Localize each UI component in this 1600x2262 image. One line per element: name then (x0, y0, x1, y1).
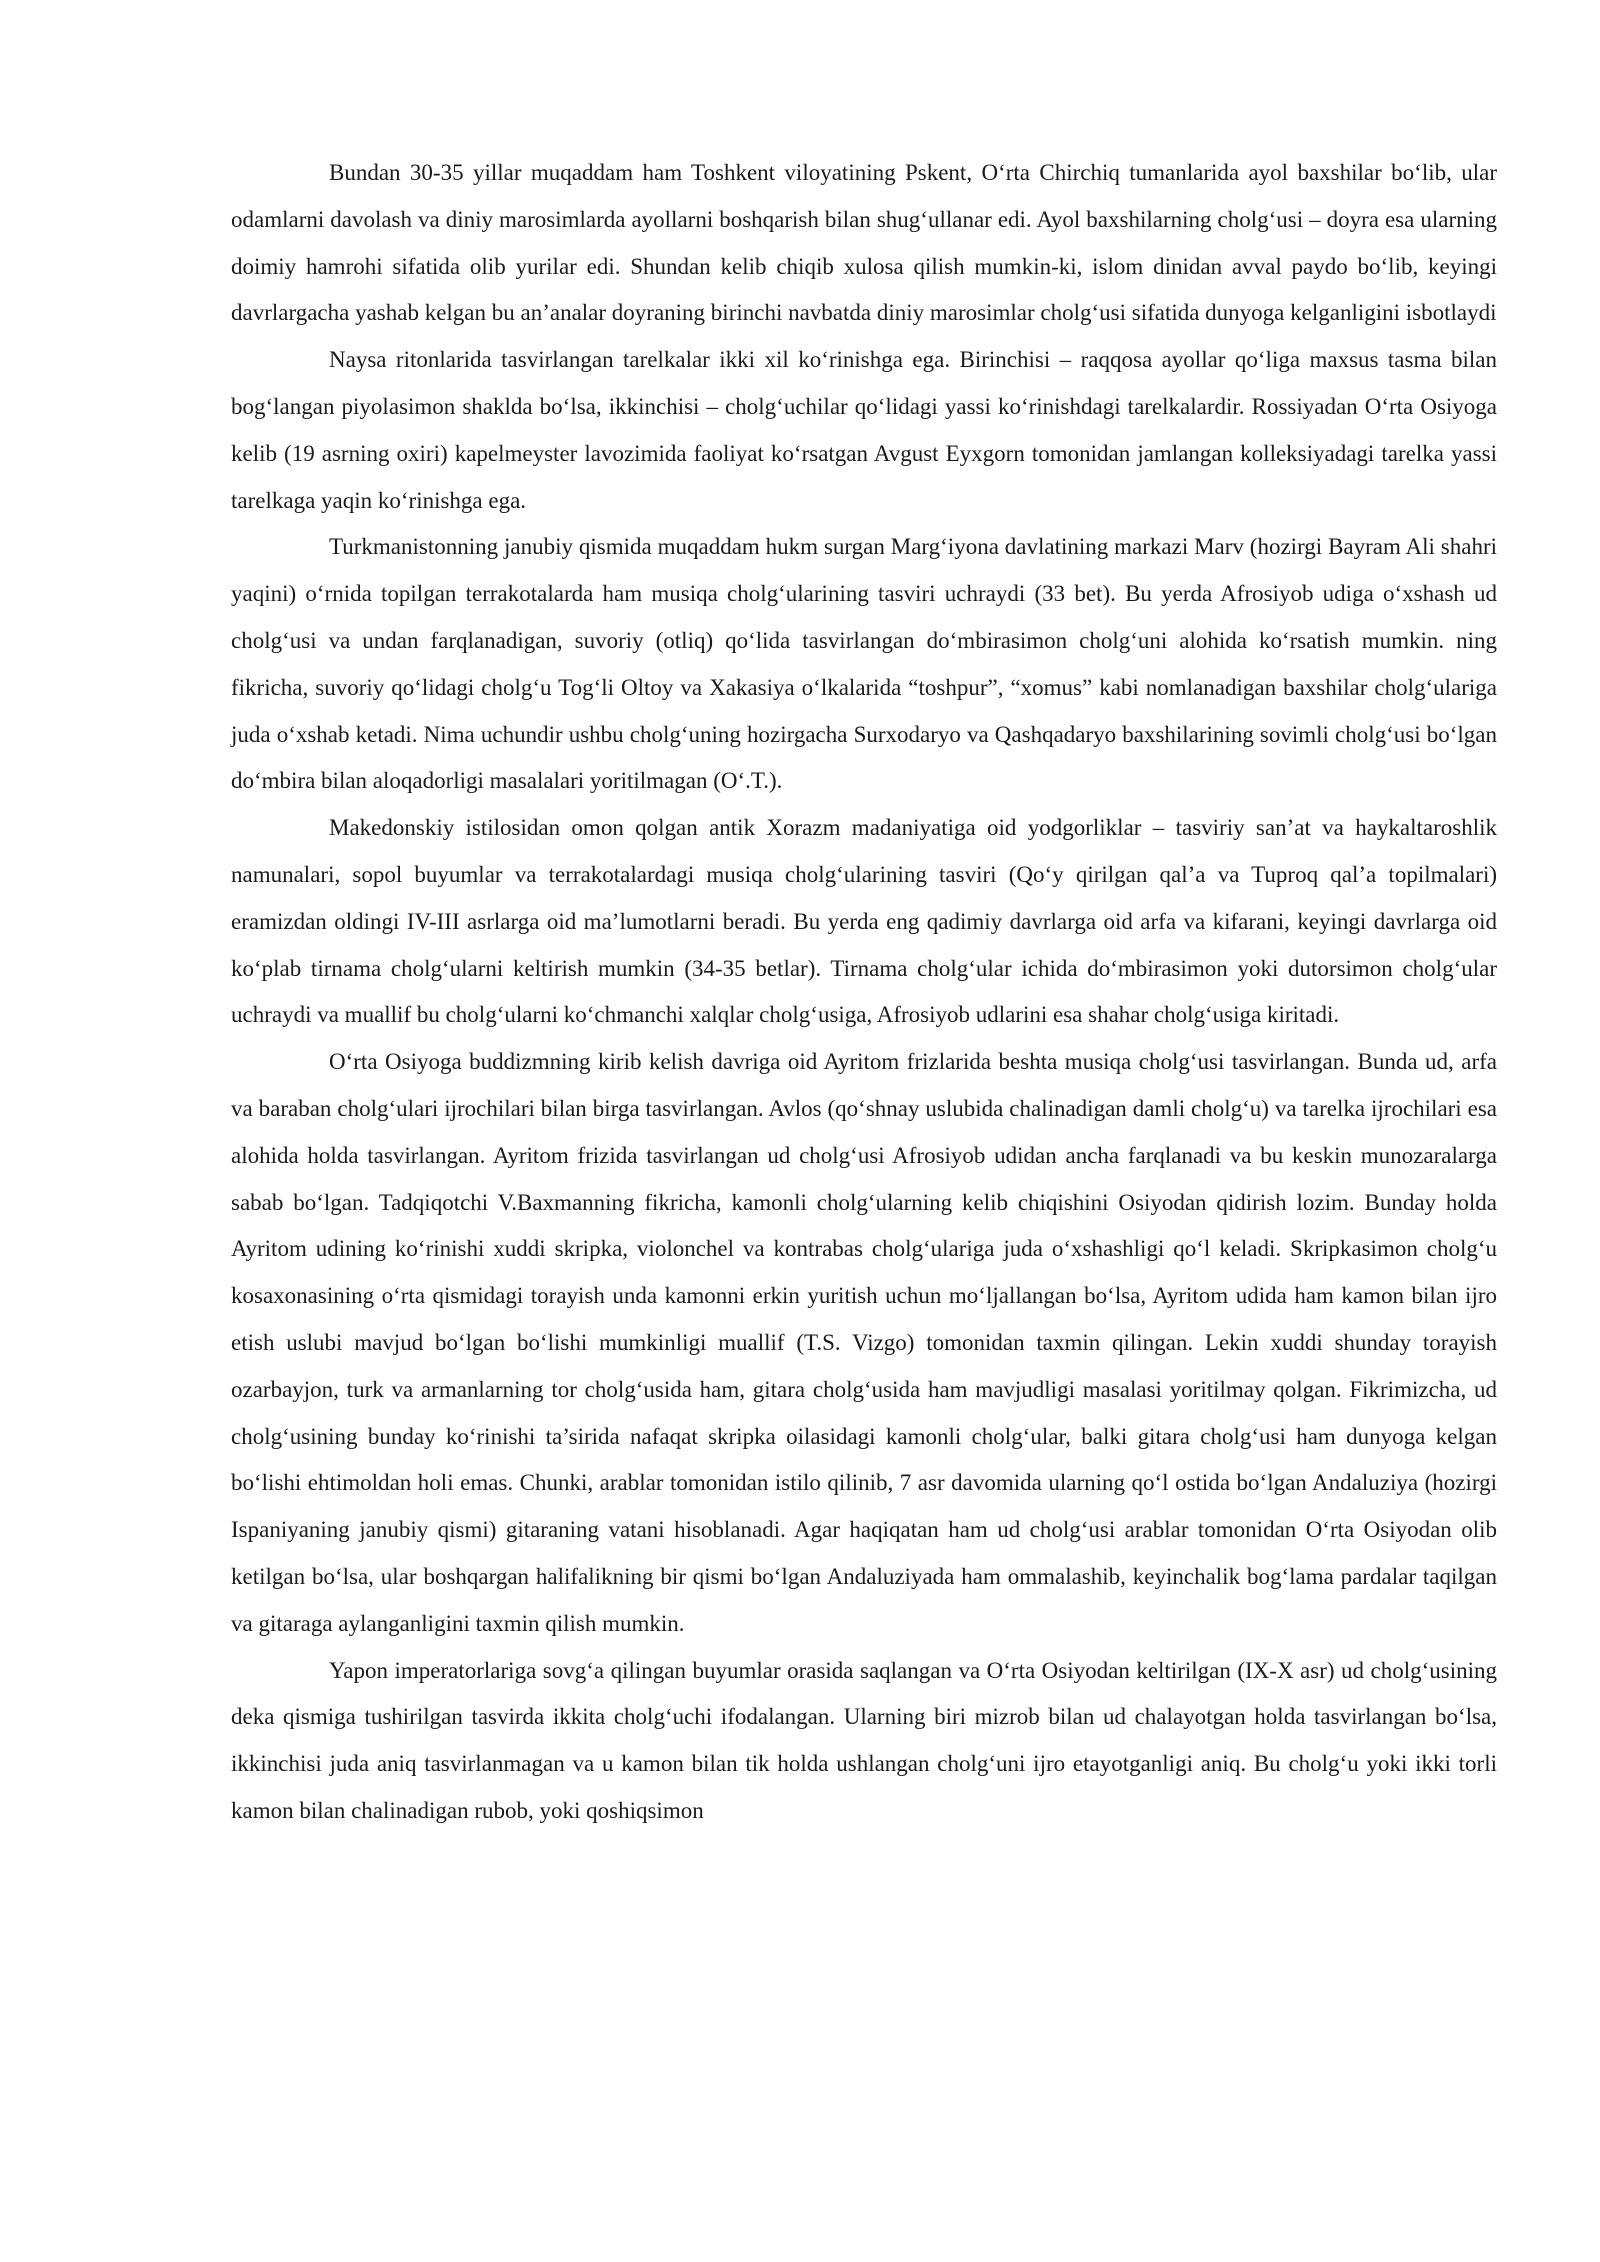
paragraph: Makedonskiy istilosidan omon qolgan antik Xorazm madaniyatiga oid yodgorliklar – tasviriy san’at va haykaltaroshlik namunalari, sopol buyumlar va terrakotalardagi musiqa cholg‘ularining tasviri (Qo‘y qirilgan qal’a va Tuproq qal’a topilmalari) eramizdan oldingi IV-III asrlarga oid ma’lumotlarni beradi. Bu yerda eng qadimiy davrlarga oid arfa va kifarani, keyingi davrlarga oid ko‘plab tirnama cholg‘ularni keltirish mumkin (34-35 betlar). Tirnama cholg‘ular ichida do‘mbirasimon yoki dutorsimon cholg‘ular uchraydi va muallif bu cholg‘ularni ko‘chmanchi xalqlar cholg‘usiga, Afrosiyob udlarini esa shahar cholg‘usiga kiritadi. (231, 815, 1497, 1028)
body-text (231, 150, 1497, 1835)
paragraph: Bundan 30-35 yillar muqaddam ham Toshkent viloyatining Pskent, O‘rta Chirchiq tumanlarida ayol baxshilar bo‘lib, ular odamlarni davolash va diniy marosimlarda ayollarni boshqarish bilan shug‘ullanar edi. Ayol baxshilarning cholg‘usi – doyra esa ularning doimiy hamrohi sifatida olib yurilar edi. Shundan kelib chiqib xulosa qilish mumkin-ki, islom dinidan avval paydo bo‘lib, keyingi davrlargacha yashab kelgan bu an’analar doyraning birinchi navbatda diniy marosimlar cholg‘usi sifatida dunyoga kelganligini isbotlaydi (231, 160, 1497, 326)
paragraph: O‘rta Osiyoga buddizmning kirib kelish davriga oid Ayritom frizlarida beshta musiqa cholg‘usi tasvirlangan. Bunda ud, arfa va baraban cholg‘ulari ijrochilari bilan birga tasvirlangan. Avlos (qo‘shnay uslubida chalinadigan damli cholg‘u) va tarelka ijrochilari esa alohida holda tasvirlangan. Ayritom frizida tasvirlangan ud cholg‘usi Afrosiyob udidan ancha farqlanadi va bu keskin munozaralarga sabab bo‘lgan. Tadqiqotchi V.Baxmanning fikricha, kamonli cholg‘ularning kelib chiqishini Osiyodan qidirish lozim. Bunday holda Ayritom udining ko‘rinishi xuddi skripka, violonchel va kontrabas cholg‘ulariga juda o‘xshashligi qo‘l keladi. Skripkasimon cholg‘u kosaxonasining o‘rta qismidagi torayish unda kamonni erkin yuritish uchun mo‘ljallangan bo‘lsa, Ayritom udida ham kamon bilan ijro etish uslubi mavjud bo‘lgan bo‘lishi mumkinligi muallif (T.S. Vizgo) tomonidan taxmin qilingan. Lekin xuddi shunday torayish ozarbayjon, turk va armanlarning tor cholg‘usida ham, gitara cholg‘usida ham mavjudligi masalasi yoritilmay qolgan. Fikrimizcha, ud cholg‘usining bunday ko‘rinishi ta’sirida nafaqat skripka oilasidagi kamonli cholg‘ular, balki gitara cholg‘usi ham dunyoga kelgan bo‘lishi ehtimoldan holi emas. Chunki, arablar tomonidan istilo qilinib, 7 asr davomida ularning qo‘l ostida bo‘lgan Andaluziya (hozirgi Ispaniyaning janubiy qismi) gitaraning vatani hisoblanadi. Agar haqiqatan ham ud cholg‘usi arablar tomonidan O‘rta Osiyodan olib ketilgan bo‘lsa, ular boshqargan halifalikning bir qismi bo‘lgan Andaluziyada ham ommalashib, keyinchalik bog‘lama pardalar taqilgan va gitaraga aylanganligini taxmin qilish mumkin. (231, 1049, 1497, 1636)
paragraph: Turkmanistonning janubiy qismida muqaddam hukm surgan Marg‘iyona davlatining markazi Marv (hozirgi Bayram Ali shahri yaqini) o‘rnida topilgan terrakotalarda ham musiqa cholg‘ularining tasviri uchraydi (33 bet). Bu yerda Afrosiyob udiga o‘xshash ud cholg‘usi va undan farqlanadigan, suvoriy (otliq) qo‘lida tasvirlangan do‘mbirasimon cholg‘uni alohida ko‘rsatish mumkin. ning fikricha, suvoriy qo‘lidagi cholg‘u Tog‘li Oltoy va Xakasiya o‘lkalarida “toshpur”, “xomus” kabi nomlanadigan baxshilar cholg‘ulariga juda o‘xshab ketadi. Nima uchundir ushbu cholg‘uning hozirgacha Surxodaryo va Qashqadaryo baxshilarining sovimli cholg‘usi bo‘lgan do‘mbira bilan aloqadorligi masalalari yoritilmagan (O‘.T.). (231, 534, 1497, 794)
paragraph: Yapon imperatorlariga sovg‘a qilingan buyumlar orasida saqlangan va O‘rta Osiyodan keltirilgan (IX-X asr) ud cholg‘usining deka qismiga tushirilgan tasvirda ikkita cholg‘uchi ifodalangan. Ularning biri mizrob bilan ud chalayotgan holda tasvirlangan bo‘lsa, ikkinchisi juda aniq tasvirlanmagan va u kamon bilan tik holda ushlangan cholg‘uni ijro etayotganligi aniq. Bu cholg‘u yoki ikki torli kamon bilan chalinadigan rubob, yoki qoshiqsimon (231, 1657, 1497, 1823)
paragraph: Naysa ritonlarida tasvirlangan tarelkalar ikki xil ko‘rinishga ega. Birinchisi – raqqosa ayollar qo‘liga maxsus tasma bilan bog‘langan piyolasimon shaklda bo‘lsa, ikkinchisi – cholg‘uchilar qo‘lidagi yassi ko‘rinishdagi tarelkalardir. Rossiyadan O‘rta Osiyoga kelib (19 asrning oxiri) kapelmeyster lavozimida faoliyat ko‘rsatgan Avgust Eyxgorn tomonidan jamlangan kolleksiyadagi tarelka yassi tarelkaga yaqin ko‘rinishga ega. (231, 347, 1497, 513)
